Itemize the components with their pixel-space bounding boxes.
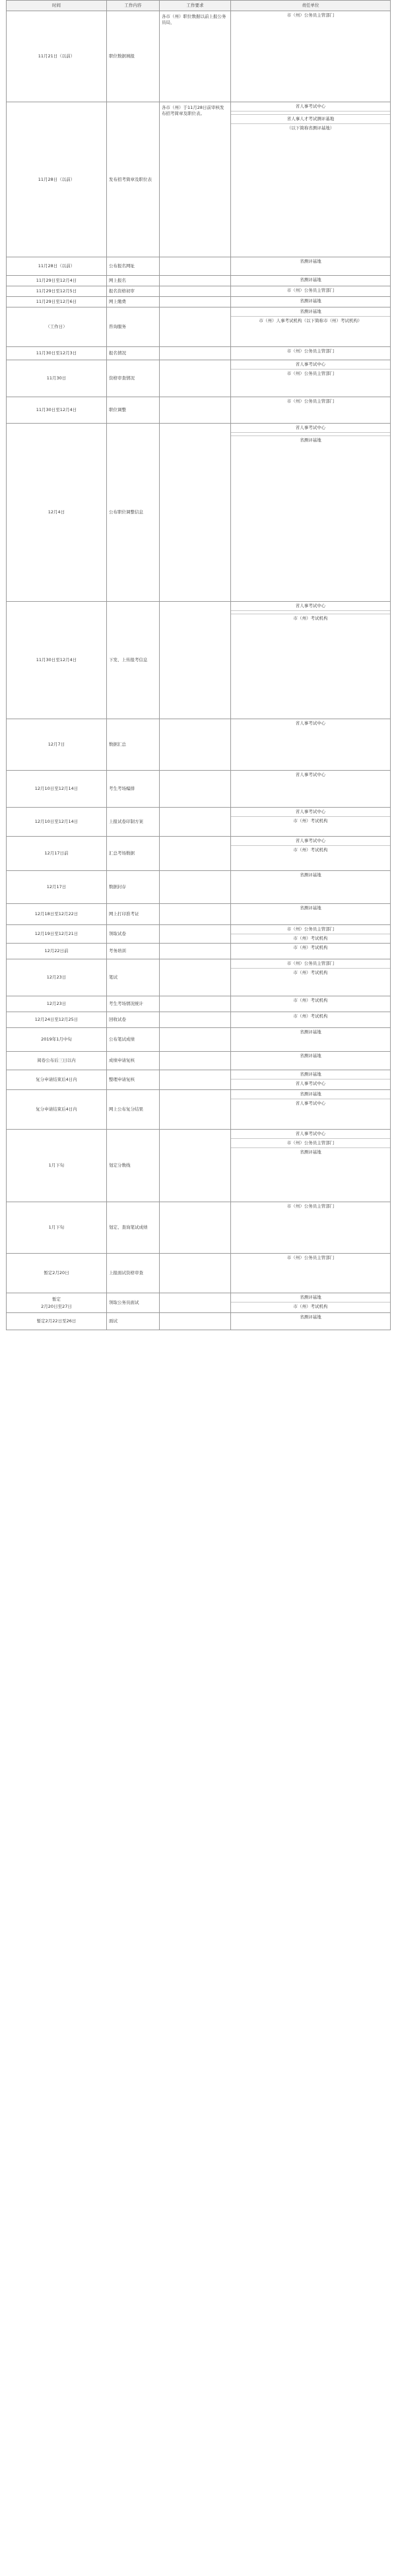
row-unit-line: 市（州）考试机构 bbox=[231, 968, 390, 977]
row-unit-line: 市（州）考试机构 bbox=[293, 945, 328, 950]
row-step: 成绩申请复核 bbox=[107, 1052, 160, 1070]
row-step: 职位数据填报 bbox=[107, 11, 160, 102]
row-unit-line: 省测评基地 bbox=[300, 309, 321, 314]
row-time-line: 复分申请结束后4日内 bbox=[36, 1107, 77, 1112]
row-step: 回收试卷 bbox=[107, 1012, 160, 1028]
row-time bbox=[7, 771, 107, 808]
row-unit-stack bbox=[231, 944, 390, 952]
header-step: 工作内容 bbox=[107, 1, 160, 11]
row-time-line: 12月18日至12月22日 bbox=[34, 911, 79, 917]
row-unit-line: 省测评基地 bbox=[300, 298, 321, 304]
row-unit-stack bbox=[231, 904, 390, 913]
row-time-line: 11月28日（以前） bbox=[38, 263, 75, 269]
row-unit-line: 市（州）考试机构 bbox=[231, 845, 390, 854]
table-row bbox=[7, 307, 391, 347]
row-time bbox=[7, 347, 107, 360]
header-row bbox=[7, 1, 391, 11]
row-unit-stack bbox=[231, 1012, 390, 1021]
row-time bbox=[7, 1254, 107, 1293]
row-time-line: 11月30日至12月4日 bbox=[36, 407, 77, 412]
row-unit-stack bbox=[231, 257, 390, 266]
row-time bbox=[7, 808, 107, 837]
row-unit-stack bbox=[231, 959, 390, 977]
row-unit bbox=[231, 347, 391, 360]
row-unit-stack bbox=[231, 276, 390, 284]
row-requirement bbox=[160, 297, 231, 307]
row-requirement bbox=[160, 397, 231, 424]
row-unit-line: 省人事考试中心 bbox=[295, 838, 326, 843]
row-time bbox=[7, 959, 107, 996]
row-time-line: 12月24日至12月25日 bbox=[34, 1017, 79, 1022]
row-time bbox=[7, 11, 107, 102]
table-row bbox=[7, 1130, 391, 1202]
row-unit bbox=[231, 1313, 391, 1330]
row-requirement bbox=[160, 360, 231, 397]
table-row bbox=[7, 1028, 391, 1052]
row-unit-line: 省测评基地 bbox=[300, 1295, 321, 1300]
row-unit-line: 省人事考试中心 bbox=[295, 104, 326, 109]
row-unit bbox=[231, 808, 391, 837]
table-row bbox=[7, 719, 391, 771]
row-step: 上报试卷印制方案 bbox=[107, 808, 160, 837]
row-unit-line: 省人事考试中心 bbox=[295, 1131, 326, 1136]
row-time-line: 11月21日（以前） bbox=[38, 53, 75, 59]
row-unit-stack bbox=[231, 1130, 390, 1157]
row-requirement bbox=[160, 1028, 231, 1052]
table-row bbox=[7, 944, 391, 959]
row-unit bbox=[231, 360, 391, 397]
row-time-line: 12月17日 bbox=[46, 884, 67, 889]
row-unit-stack bbox=[231, 286, 390, 295]
table-row bbox=[7, 347, 391, 360]
row-unit-line: （以下简称省测评基地） bbox=[231, 123, 390, 133]
table-row bbox=[7, 959, 391, 996]
row-requirement bbox=[160, 944, 231, 959]
row-requirement bbox=[160, 257, 231, 276]
row-unit-line: 市（州）公务员主管部门 bbox=[286, 399, 335, 404]
row-unit-stack bbox=[231, 1028, 390, 1037]
row-unit-line: 市（州）人事考试机构（以下简称市（州）考试机构） bbox=[231, 316, 390, 325]
row-unit bbox=[231, 286, 391, 297]
row-unit-stack bbox=[231, 297, 390, 306]
row-time bbox=[7, 397, 107, 424]
row-requirement bbox=[160, 602, 231, 719]
table-row bbox=[7, 1313, 391, 1330]
header-unit: 责任单位 bbox=[231, 1, 391, 11]
row-time-line: 11月30日 bbox=[46, 375, 67, 381]
row-unit bbox=[231, 1130, 391, 1202]
row-unit-line: 省人事考试中心 bbox=[295, 425, 326, 430]
row-step: 网上报名 bbox=[107, 276, 160, 286]
row-time-line: 12月7日 bbox=[48, 742, 65, 747]
row-unit-line: 市（州）公务员主管部门 bbox=[286, 288, 335, 293]
row-unit-line: 市（州）公务员主管部门 bbox=[231, 1138, 390, 1147]
table-row bbox=[7, 1293, 391, 1313]
row-unit-line: 市（州）考试机构 bbox=[231, 816, 390, 825]
row-unit-stack bbox=[231, 1202, 390, 1211]
row-time bbox=[7, 276, 107, 286]
table-row bbox=[7, 1090, 391, 1130]
row-time-line: 11月29日至12月5日 bbox=[36, 288, 77, 294]
row-requirement bbox=[160, 286, 231, 297]
row-unit bbox=[231, 257, 391, 276]
row-time-line: 12月23日 bbox=[46, 975, 67, 980]
row-requirement bbox=[160, 959, 231, 996]
row-unit bbox=[231, 996, 391, 1012]
row-unit bbox=[231, 719, 391, 771]
row-unit bbox=[231, 1070, 391, 1090]
row-requirement bbox=[160, 996, 231, 1012]
row-unit-stack bbox=[231, 771, 390, 779]
row-unit-stack bbox=[231, 11, 390, 20]
row-time bbox=[7, 837, 107, 871]
row-step: 划定分数线 bbox=[107, 1130, 160, 1202]
row-time bbox=[7, 871, 107, 904]
row-requirement bbox=[160, 719, 231, 771]
table-row bbox=[7, 1052, 391, 1070]
row-unit bbox=[231, 102, 391, 257]
row-unit-line: 省测评基地 bbox=[300, 1053, 321, 1058]
row-requirement: 各市（州）于11月28日前审核发布招考简章及职位表。 bbox=[160, 102, 231, 257]
row-unit-line: 省人事考试中心 bbox=[295, 772, 326, 777]
row-unit-line: 省人事人才考试测评基地 bbox=[231, 114, 390, 123]
row-requirement bbox=[160, 1254, 231, 1293]
row-time-line: 11月29日至12月4日 bbox=[36, 278, 77, 283]
row-step: 报名资格初审 bbox=[107, 286, 160, 297]
row-unit-stack bbox=[231, 1070, 390, 1088]
row-step: 整理申请复核 bbox=[107, 1070, 160, 1090]
row-unit-stack bbox=[231, 307, 390, 325]
row-unit-line: 市（州）公务员主管部门 bbox=[286, 1255, 335, 1260]
row-time-line: 11月30日至12月3日 bbox=[36, 350, 77, 356]
row-step: 领取公务员面试 bbox=[107, 1293, 160, 1313]
row-unit-line: 省测评基地 bbox=[300, 1091, 321, 1097]
row-time-line: 12月23日 bbox=[46, 1001, 67, 1006]
row-time-line: 1月下旬 bbox=[48, 1163, 65, 1168]
row-step: 网上打印准考证 bbox=[107, 904, 160, 925]
row-step: 咨询服务 bbox=[107, 307, 160, 347]
row-time bbox=[7, 1313, 107, 1330]
row-time-line: 暂定2月20日 bbox=[44, 1270, 69, 1275]
row-unit-line: 省人事考试中心 bbox=[231, 1079, 390, 1088]
table-row bbox=[7, 257, 391, 276]
row-time-line: 12月19日至12月21日 bbox=[34, 931, 79, 936]
row-unit-line: 市（州）公务员主管部门 bbox=[286, 961, 335, 966]
row-step: 公布笔试成绩 bbox=[107, 1028, 160, 1052]
row-requirement bbox=[160, 808, 231, 837]
row-time bbox=[7, 1028, 107, 1052]
row-unit bbox=[231, 904, 391, 925]
row-time bbox=[7, 1090, 107, 1130]
row-unit bbox=[231, 1052, 391, 1070]
table-row bbox=[7, 904, 391, 925]
row-requirement bbox=[160, 837, 231, 871]
row-time-line: 12月10日至12月14日 bbox=[34, 819, 79, 824]
table-row bbox=[7, 286, 391, 297]
row-step: 考生考场编排 bbox=[107, 771, 160, 808]
row-time bbox=[7, 424, 107, 602]
row-unit-line: 省测评基地 bbox=[300, 259, 321, 264]
row-step: 汇总考场数据 bbox=[107, 837, 160, 871]
row-step: 上报面试资格审查 bbox=[107, 1254, 160, 1293]
table-row bbox=[7, 1202, 391, 1254]
row-time-line: 12月10日至12月14日 bbox=[34, 786, 79, 791]
row-unit-line: 市（州）考试机构 bbox=[231, 614, 390, 623]
row-unit bbox=[231, 1028, 391, 1052]
row-unit-stack bbox=[231, 397, 390, 406]
row-time bbox=[7, 719, 107, 771]
row-step: 网上缴费 bbox=[107, 297, 160, 307]
row-unit bbox=[231, 424, 391, 602]
row-unit-stack bbox=[231, 1254, 390, 1262]
row-step: 数据汇总 bbox=[107, 719, 160, 771]
row-step: 发布招考简章及职位表 bbox=[107, 102, 160, 257]
row-unit-line: 市（州）公务员主管部门 bbox=[286, 1204, 335, 1209]
row-unit-line: 省测评基地 bbox=[300, 1314, 321, 1320]
row-unit bbox=[231, 871, 391, 904]
table-row bbox=[7, 871, 391, 904]
row-unit-stack bbox=[231, 347, 390, 356]
row-time bbox=[7, 1052, 107, 1070]
table-row bbox=[7, 837, 391, 871]
row-requirement bbox=[160, 925, 231, 944]
row-unit-stack bbox=[231, 1293, 390, 1311]
row-time-line: 2月20日至27日 bbox=[41, 1303, 72, 1309]
row-unit-line: 市（州）公务员主管部门 bbox=[286, 348, 335, 354]
row-unit-stack bbox=[231, 360, 390, 378]
schedule-table bbox=[6, 0, 391, 1330]
row-time bbox=[7, 904, 107, 925]
table-row bbox=[7, 397, 391, 424]
row-time bbox=[7, 996, 107, 1012]
row-time bbox=[7, 1012, 107, 1028]
table-row bbox=[7, 1254, 391, 1293]
row-step: 划定、查询笔试成绩 bbox=[107, 1202, 160, 1254]
row-unit-stack bbox=[231, 871, 390, 880]
row-unit-line: 省人事考试中心 bbox=[295, 809, 326, 814]
table-row bbox=[7, 360, 391, 397]
row-unit-stack bbox=[231, 925, 390, 943]
row-time-line: 11月28日（以前） bbox=[38, 176, 75, 182]
row-time bbox=[7, 602, 107, 719]
row-time-line: 12月4日 bbox=[48, 509, 65, 515]
row-unit-line: 市（州）考试机构 bbox=[231, 934, 390, 943]
row-unit bbox=[231, 944, 391, 959]
row-unit bbox=[231, 1202, 391, 1254]
row-requirement bbox=[160, 347, 231, 360]
row-unit-stack bbox=[231, 1052, 390, 1060]
row-time-line: 复分申请结束后4日内 bbox=[36, 1077, 77, 1082]
row-requirement bbox=[160, 1090, 231, 1130]
row-unit bbox=[231, 925, 391, 944]
row-unit bbox=[231, 1254, 391, 1293]
row-step: 领取试卷 bbox=[107, 925, 160, 944]
row-time bbox=[7, 925, 107, 944]
row-unit-line: 省人事考试中心 bbox=[295, 721, 326, 726]
row-unit-stack bbox=[231, 996, 390, 1005]
row-time bbox=[7, 257, 107, 276]
row-requirement: 各市（州）职位数据以前上报公务员局， bbox=[160, 11, 231, 102]
schedule-rows bbox=[7, 11, 391, 1330]
row-step: 公布报名网址 bbox=[107, 257, 160, 276]
row-time bbox=[7, 944, 107, 959]
row-unit-line: 省人事考试中心 bbox=[295, 362, 326, 367]
row-requirement bbox=[160, 307, 231, 347]
table-row bbox=[7, 297, 391, 307]
row-unit-stack bbox=[231, 1313, 390, 1322]
row-unit bbox=[231, 1090, 391, 1130]
row-time-line: 阅卷公布后三日以内 bbox=[37, 1058, 76, 1063]
table-row bbox=[7, 424, 391, 602]
row-unit-line: 省测评基地 bbox=[231, 435, 390, 445]
row-unit bbox=[231, 11, 391, 102]
row-time bbox=[7, 297, 107, 307]
row-time-line: 11月30日至12月4日 bbox=[36, 657, 77, 662]
row-unit-line: 市（州）考试机构 bbox=[293, 1014, 328, 1019]
row-step: 笔试 bbox=[107, 959, 160, 996]
header-requirement: 工作要求 bbox=[160, 1, 231, 11]
row-time bbox=[7, 286, 107, 297]
row-unit bbox=[231, 397, 391, 424]
table-row bbox=[7, 602, 391, 719]
schedule-sheet bbox=[6, 0, 390, 1330]
row-unit-stack bbox=[231, 102, 390, 133]
row-step: 数据封存 bbox=[107, 871, 160, 904]
table-row bbox=[7, 925, 391, 944]
table-row bbox=[7, 1070, 391, 1090]
row-step: 公布职位调整信息 bbox=[107, 424, 160, 602]
table-row bbox=[7, 102, 391, 257]
row-unit bbox=[231, 1012, 391, 1028]
row-unit-line: 市（州）公务员主管部门 bbox=[286, 13, 335, 18]
row-unit bbox=[231, 771, 391, 808]
row-time-line: 12月17日前 bbox=[44, 851, 69, 856]
row-requirement bbox=[160, 276, 231, 286]
table-row bbox=[7, 808, 391, 837]
row-step: 资格审查情况 bbox=[107, 360, 160, 397]
row-requirement bbox=[160, 1293, 231, 1313]
row-unit-line: 省测评基地 bbox=[300, 1029, 321, 1035]
row-unit-line: 省人事考试中心 bbox=[295, 603, 326, 608]
row-unit bbox=[231, 307, 391, 347]
row-unit-line: 省测评基地 bbox=[300, 905, 321, 911]
table-row bbox=[7, 276, 391, 286]
row-time-line: 12月22日前 bbox=[44, 948, 69, 953]
table-row bbox=[7, 996, 391, 1012]
row-time-line: 暂定 bbox=[52, 1296, 61, 1302]
row-step: 下发、上传报考信息 bbox=[107, 602, 160, 719]
row-unit-stack bbox=[231, 424, 390, 445]
row-time-line: 暂定2月22日至26日 bbox=[36, 1318, 77, 1324]
row-unit-line: 市（州）公务员主管部门 bbox=[286, 926, 335, 932]
row-unit bbox=[231, 297, 391, 307]
row-unit bbox=[231, 1293, 391, 1313]
row-unit-line: 市（州）考试机构 bbox=[293, 998, 328, 1003]
row-unit-line: 省测评基地 bbox=[300, 1072, 321, 1077]
row-requirement bbox=[160, 424, 231, 602]
row-unit bbox=[231, 276, 391, 286]
header-time: 时间 bbox=[7, 1, 107, 11]
row-unit-stack bbox=[231, 1090, 390, 1108]
row-time bbox=[7, 102, 107, 257]
row-step: 报名情况 bbox=[107, 347, 160, 360]
row-time bbox=[7, 307, 107, 347]
row-time bbox=[7, 1130, 107, 1202]
row-time-line: （工作日） bbox=[46, 324, 67, 329]
row-requirement bbox=[160, 1052, 231, 1070]
row-step: 面试 bbox=[107, 1313, 160, 1330]
row-time-line: 11月29日至12月6日 bbox=[36, 299, 77, 304]
row-unit-stack bbox=[231, 837, 390, 854]
row-time bbox=[7, 1202, 107, 1254]
row-requirement bbox=[160, 1202, 231, 1254]
row-unit-stack bbox=[231, 719, 390, 728]
row-requirement bbox=[160, 1070, 231, 1090]
row-time bbox=[7, 1293, 107, 1313]
row-step: 考生考场情况统计 bbox=[107, 996, 160, 1012]
row-step: 考务培训 bbox=[107, 944, 160, 959]
row-requirement bbox=[160, 1130, 231, 1202]
row-unit bbox=[231, 837, 391, 871]
table-row bbox=[7, 1012, 391, 1028]
row-time bbox=[7, 1070, 107, 1090]
row-requirement bbox=[160, 771, 231, 808]
row-unit-line: 省测评基地 bbox=[300, 872, 321, 878]
row-unit-line: 省测评基地 bbox=[231, 1147, 390, 1157]
row-time-line: 2019年1月中旬 bbox=[41, 1037, 72, 1042]
row-unit-stack bbox=[231, 808, 390, 825]
row-requirement bbox=[160, 1012, 231, 1028]
row-unit-line: 省测评基地 bbox=[300, 277, 321, 282]
row-unit bbox=[231, 602, 391, 719]
row-unit-line: 市（州）公务员主管部门 bbox=[231, 369, 390, 378]
row-unit bbox=[231, 959, 391, 996]
row-time bbox=[7, 360, 107, 397]
row-unit-line: 市（州）考试机构 bbox=[231, 1302, 390, 1311]
table-row bbox=[7, 11, 391, 102]
table-row bbox=[7, 771, 391, 808]
row-requirement bbox=[160, 1313, 231, 1330]
row-time-line: 1月下旬 bbox=[48, 1225, 65, 1230]
row-step: 网上公布复分结果 bbox=[107, 1090, 160, 1130]
row-requirement bbox=[160, 871, 231, 904]
row-unit-stack bbox=[231, 602, 390, 623]
row-requirement bbox=[160, 904, 231, 925]
row-step: 职位调整 bbox=[107, 397, 160, 424]
row-unit-line: 省人事考试中心 bbox=[231, 1099, 390, 1108]
